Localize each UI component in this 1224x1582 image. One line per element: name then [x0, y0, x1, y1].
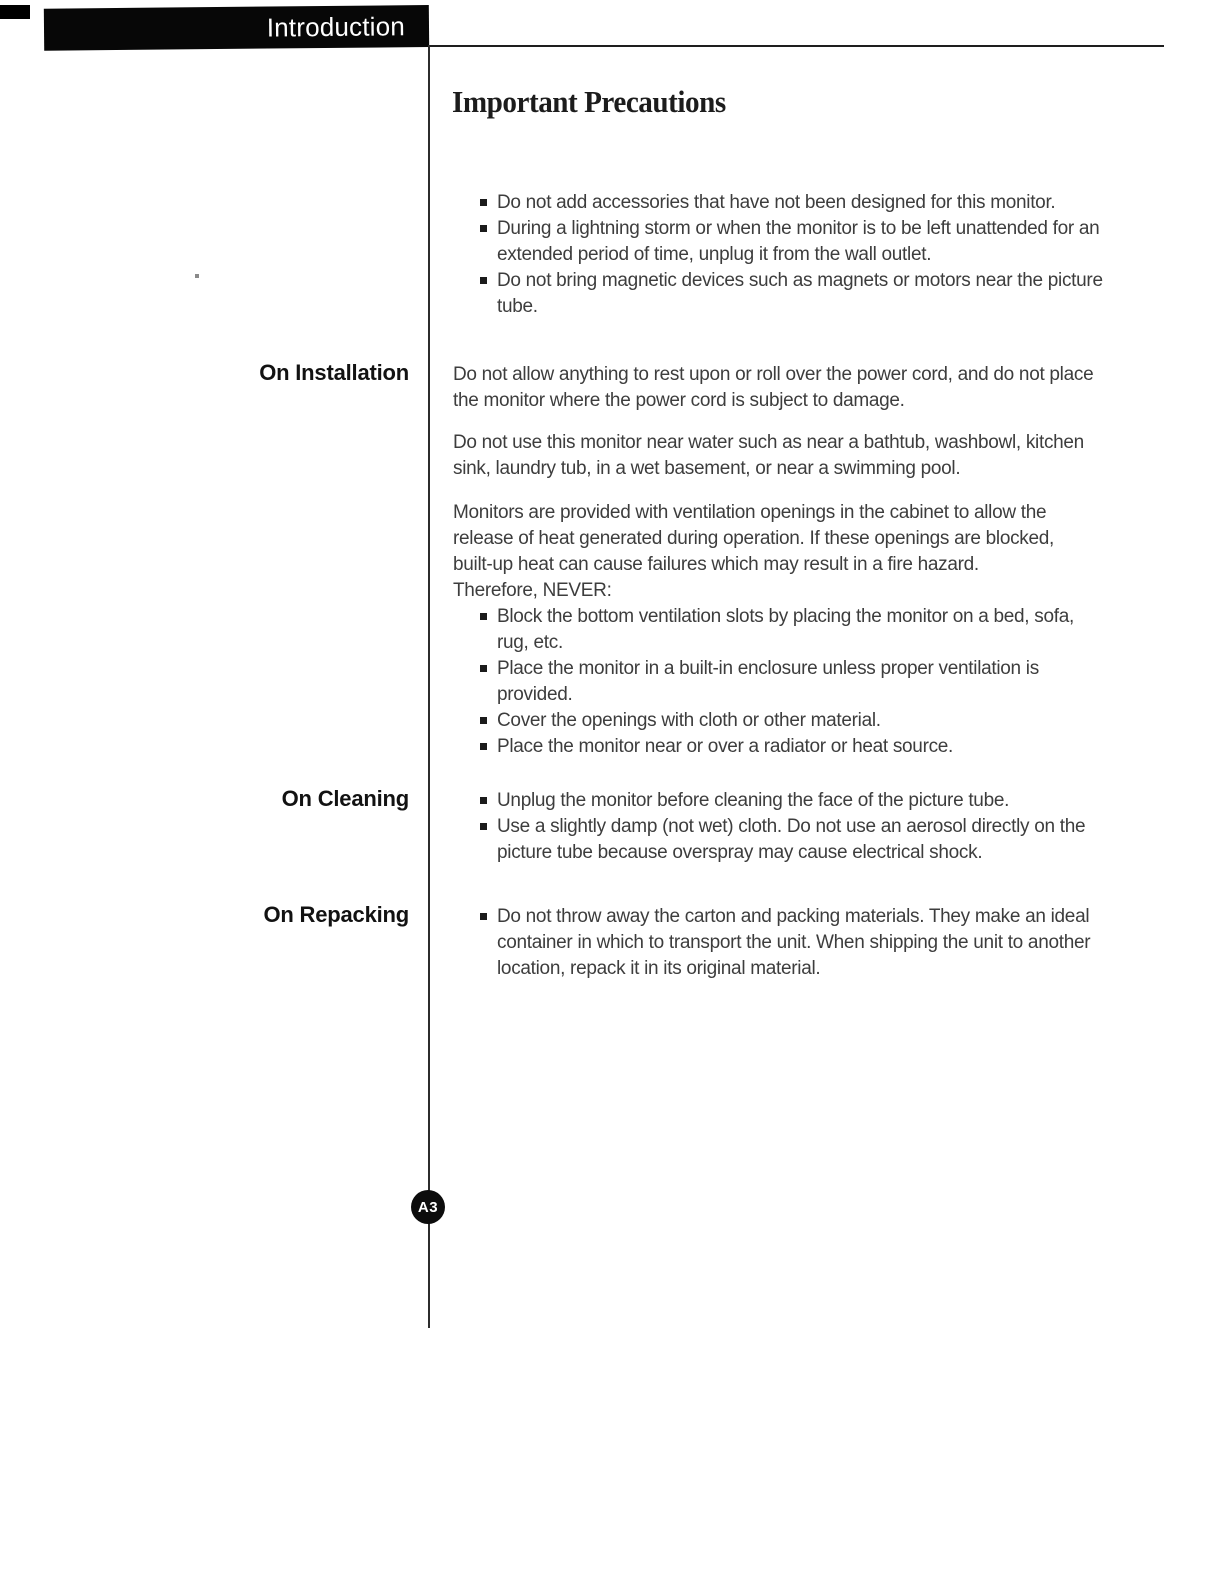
page-number-badge: A3: [411, 1190, 445, 1224]
list-item: [480, 708, 1087, 734]
bullet-square-icon: [480, 823, 487, 830]
list-item-text: During a lightning storm or when the monitor is to be left unattended for an extended period of time, unplug it from the wall outlet.: [497, 218, 1100, 265]
page-title: Important Precautions: [452, 84, 726, 119]
cleaning-bullet-list: [480, 788, 1107, 866]
bullet-square-icon: [480, 717, 487, 724]
bullet-square-icon: [480, 797, 487, 804]
section-header-bar: [44, 5, 429, 51]
list-item: [480, 604, 1087, 656]
list-item: [480, 656, 1087, 708]
list-item: [480, 814, 1107, 866]
repacking-bullet-list: [480, 904, 1097, 982]
list-item: [480, 788, 1107, 814]
installation-paragraph: Monitors are provided with ventilation openings in the cabinet to allow the release of heat generated during operation. If these openings are blocked, built-up heat can cause failures which may result in a fire hazard.: [453, 502, 1055, 575]
bullet-square-icon: [480, 225, 487, 232]
scan-corner-mark: [0, 5, 30, 19]
list-item-text: Unplug the monitor before cleaning the face of the picture tube.: [497, 790, 1010, 811]
section-label-installation: On Installation: [259, 360, 409, 385]
section-header-label: Introduction: [266, 10, 406, 43]
list-item: [480, 268, 1112, 320]
section-label-cleaning: On Cleaning: [281, 786, 409, 811]
bullet-square-icon: [480, 199, 487, 206]
installation-never-line: Therefore, NEVER:: [453, 580, 612, 601]
scan-speck: [195, 274, 199, 278]
bullet-square-icon: [480, 913, 487, 920]
list-item-text: Place the monitor in a built-in enclosure unless proper ventilation is provided.: [497, 658, 1039, 705]
list-item: [480, 216, 1112, 268]
list-item: [480, 734, 1087, 760]
bullet-square-icon: [480, 665, 487, 672]
installation-paragraph: Do not use this monitor near water such as near a bathtub, washbowl, kitchen sink, laundry tub, in a wet basement, or near a swimming pool.: [453, 432, 1084, 479]
list-item-text: Do not bring magnetic devices such as magnets or motors near the picture tube.: [497, 270, 1103, 317]
list-item: [480, 190, 1112, 216]
ventilation-never-bullet-list: [480, 604, 1087, 760]
list-item: [480, 904, 1097, 982]
list-item-text: Do not throw away the carton and packing materials. They make an ideal container in which to transport the unit. When shipping the unit to another location, repack it in its original material.: [497, 906, 1091, 979]
installation-paragraph: Do not allow anything to rest upon or roll over the power cord, and do not place the monitor where the power cord is subject to damage.: [453, 364, 1094, 411]
list-item-text: Use a slightly damp (not wet) cloth. Do not use an aerosol directly on the picture tube because overspray may cause electrical shock.: [497, 816, 1086, 863]
bullet-square-icon: [480, 277, 487, 284]
top-horizontal-rule: [429, 45, 1164, 47]
list-item-text: Do not add accessories that have not been designed for this monitor.: [497, 192, 1056, 213]
column-divider-rule: [428, 45, 430, 1328]
list-item-text: Cover the openings with cloth or other material.: [497, 710, 881, 731]
list-item-text: Block the bottom ventilation slots by placing the monitor on a bed, sofa, rug, etc.: [497, 606, 1074, 653]
list-item-text: Place the monitor near or over a radiator or heat source.: [497, 736, 954, 757]
section-label-repacking: On Repacking: [263, 902, 409, 927]
intro-bullet-list: [480, 190, 1112, 320]
bullet-square-icon: [480, 743, 487, 750]
bullet-square-icon: [480, 613, 487, 620]
